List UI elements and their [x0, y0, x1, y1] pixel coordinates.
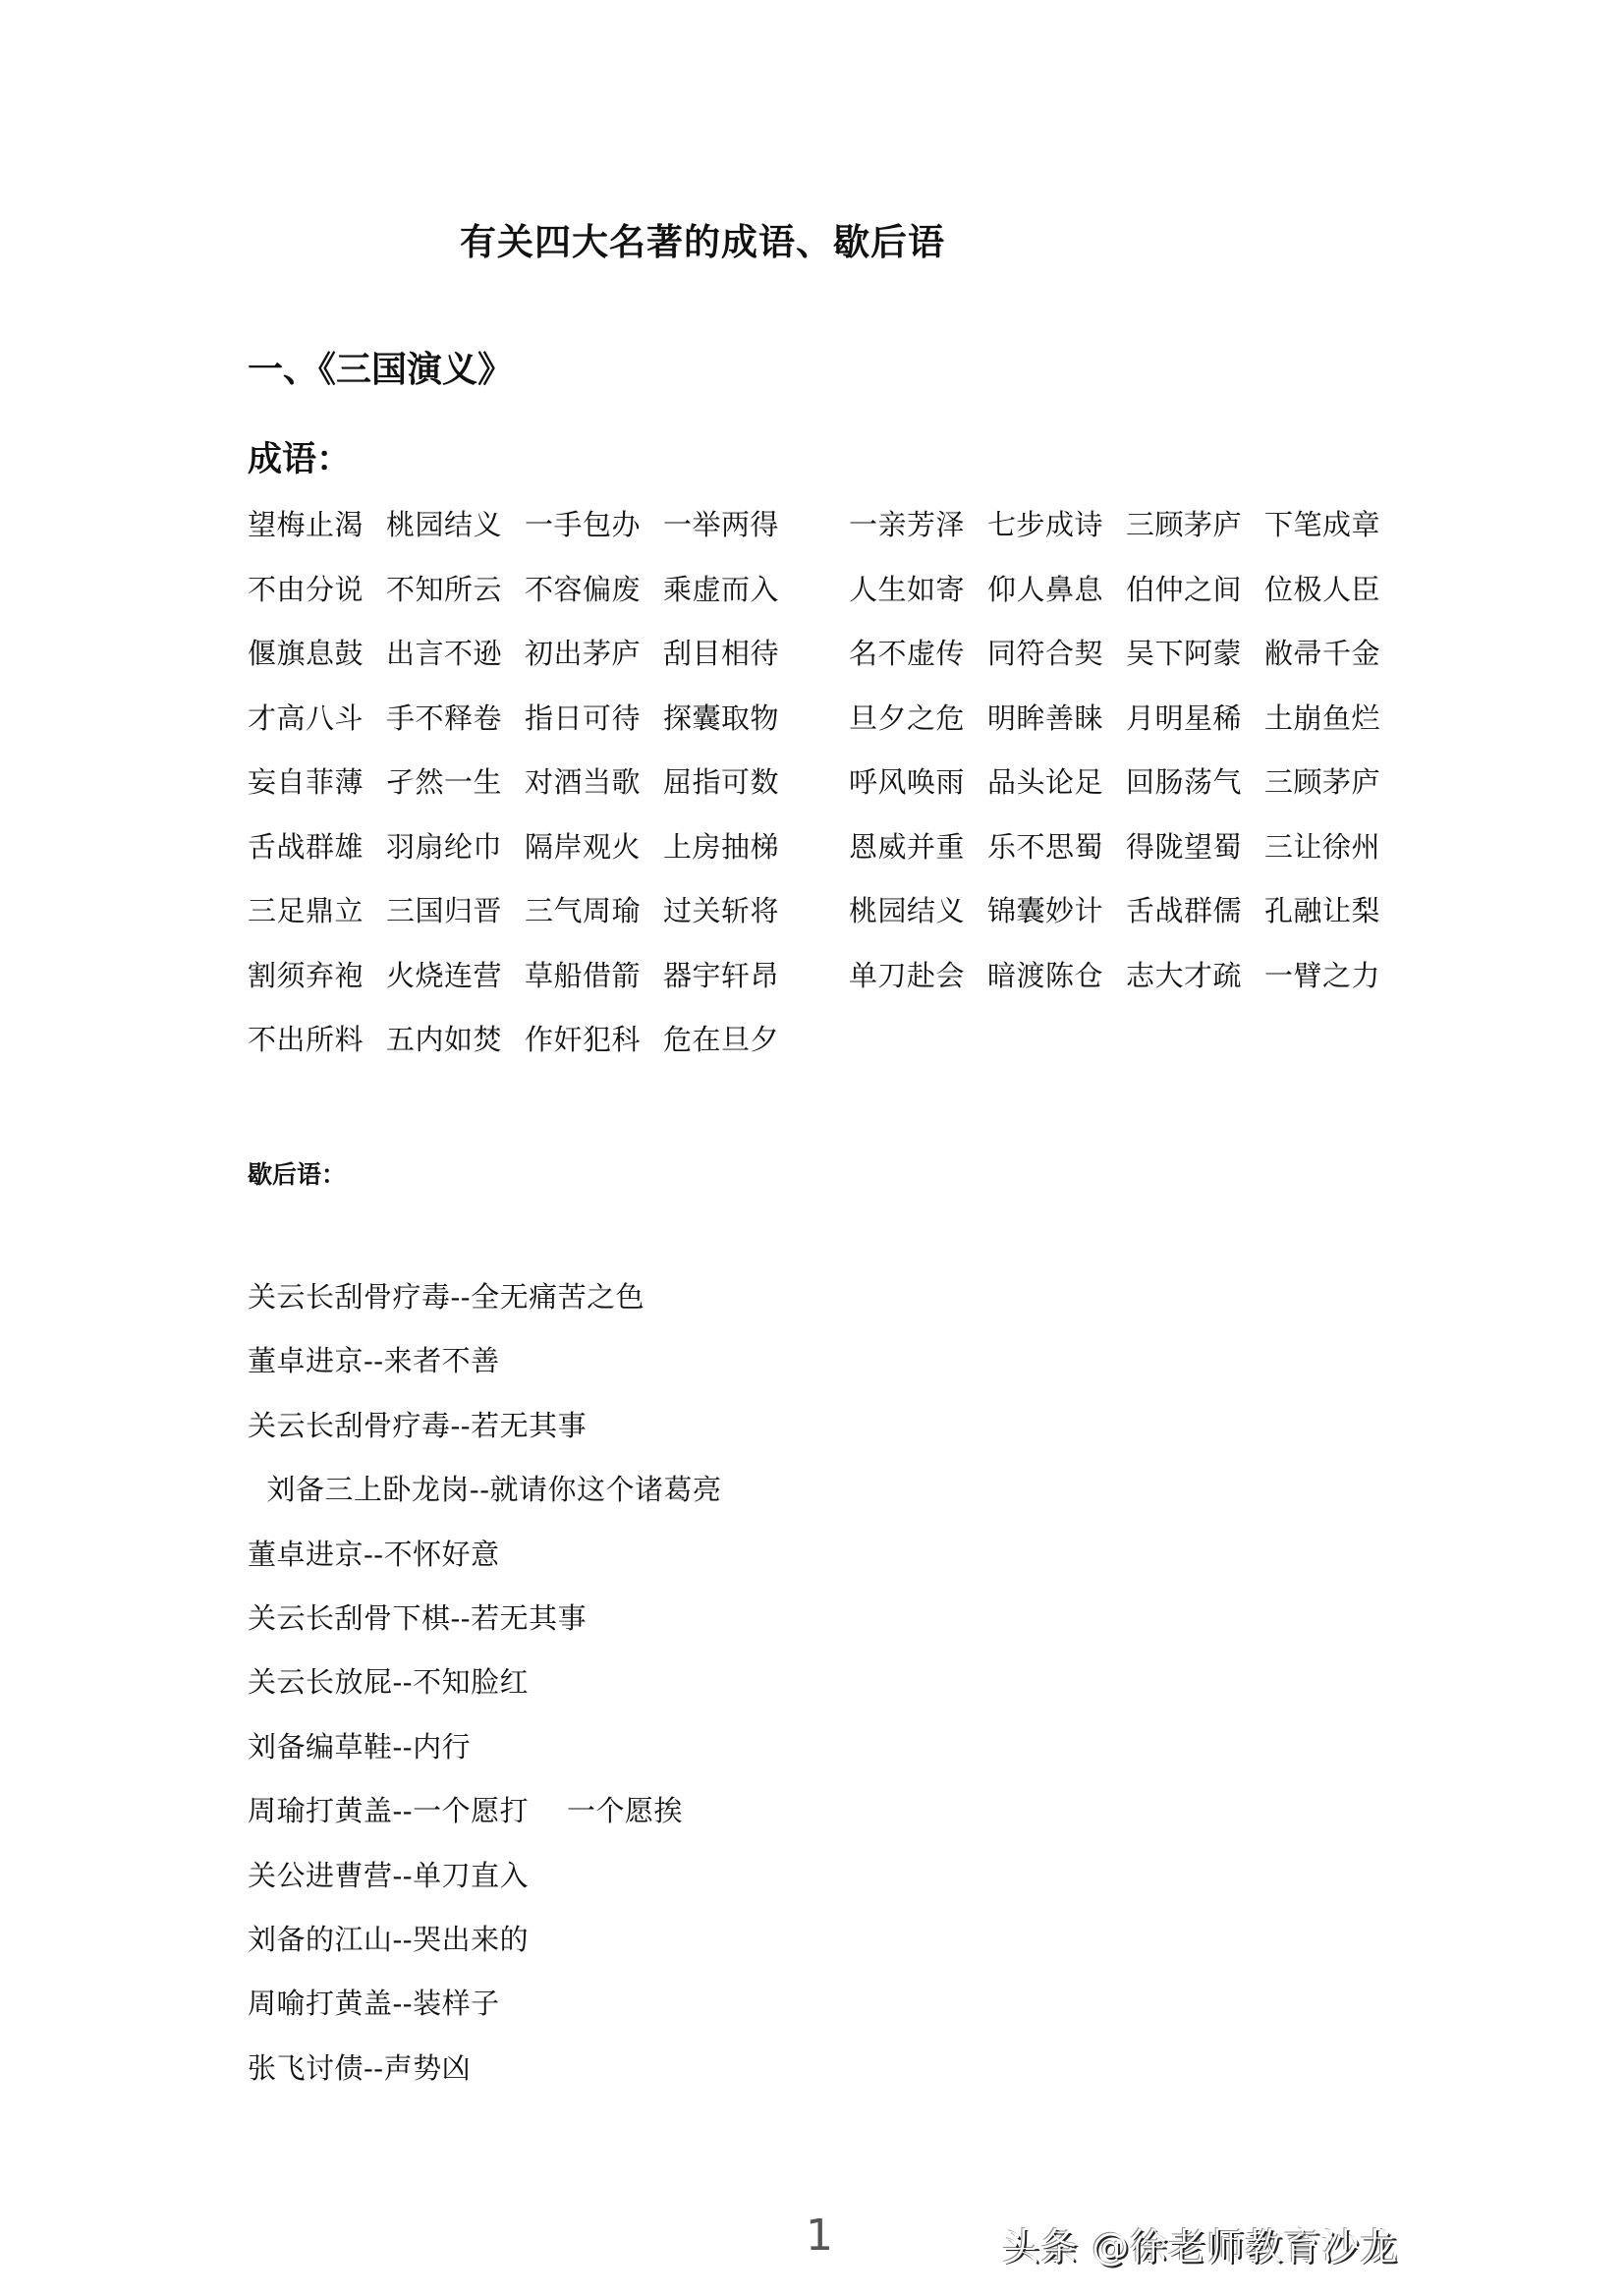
idiom-row [248, 572, 1427, 637]
idiom: 暗渡陈仓 [987, 958, 1104, 992]
idiom-group-left [248, 893, 802, 928]
idiom: 一亲芳泽 [849, 508, 966, 541]
idiom: 手不释卷 [386, 700, 503, 735]
idiom-row [248, 700, 1427, 765]
idiom-group-left [248, 764, 802, 800]
idiom: 五内如焚 [386, 1023, 503, 1056]
xiehouyu-item: 周瑜打黄盖--一个愿打 一个愿挨 [248, 1794, 683, 1828]
idiom-group-right [849, 507, 1403, 542]
idiom: 初出茅庐 [525, 637, 642, 670]
idiom: 偃旗息鼓 [248, 637, 364, 670]
idiom: 草船借箭 [525, 958, 642, 992]
idiom: 恩威并重 [849, 829, 966, 864]
idiom: 才高八斗 [248, 700, 364, 735]
idiom-group-left [248, 636, 802, 671]
idiom-row [248, 958, 1427, 1023]
idiom: 月明星稀 [1126, 700, 1243, 735]
idiom: 人生如寄 [849, 572, 966, 606]
page-number: 1 [806, 2211, 833, 2261]
idiom-group-left [248, 507, 802, 542]
idiom: 舌战群雄 [248, 829, 364, 864]
idiom: 旦夕之危 [849, 700, 966, 735]
idiom: 三气周瑜 [525, 894, 642, 927]
idiom: 妄自菲薄 [248, 765, 364, 799]
xiehouyu-item: 刘备编草鞋--内行 [248, 1729, 472, 1764]
idiom: 一举两得 [663, 508, 780, 541]
idiom: 志大才疏 [1126, 958, 1243, 992]
idiom: 桃园结义 [386, 508, 503, 541]
idiom: 一臂之力 [1264, 958, 1381, 992]
section-heading: 一、《三国演义》 [248, 350, 514, 390]
xiehouyu-item: 关公进曹营--单刀直入 [248, 1858, 530, 1892]
xiehouyu-item: 关云长刮骨下棋--若无其事 [248, 1600, 588, 1635]
idiom: 不由分说 [248, 572, 364, 606]
xiehouyu-item: 关云长放屁--不知脸红 [248, 1665, 530, 1700]
idiom: 指日可待 [525, 700, 642, 735]
xiehouyu-item: 关云长刮骨疗毒--若无其事 [248, 1408, 588, 1442]
idiom: 对酒当歌 [525, 765, 642, 799]
idiom: 羽扇纶巾 [386, 829, 503, 864]
idiom: 屈指可数 [663, 765, 780, 799]
idiom: 孔融让梨 [1264, 894, 1381, 927]
idiom: 七步成诗 [987, 508, 1104, 541]
idiom: 土崩鱼烂 [1264, 700, 1381, 735]
idiom: 探囊取物 [663, 700, 780, 735]
idiom: 回肠荡气 [1126, 765, 1243, 799]
idiom: 锦囊妙计 [987, 894, 1104, 927]
idiom-group-left [248, 572, 802, 607]
idiom: 器宇轩昂 [663, 958, 780, 992]
idiom: 吴下阿蒙 [1126, 637, 1243, 670]
idiom: 出言不逊 [386, 637, 503, 670]
idiom: 下笔成章 [1264, 508, 1381, 541]
idiom: 过关斩将 [663, 894, 780, 927]
idiom-group-right [849, 636, 1403, 671]
idiom: 位极人臣 [1264, 572, 1381, 606]
idiom: 得陇望蜀 [1126, 829, 1243, 864]
idiom-group-right [849, 572, 1403, 607]
idiom-row [248, 507, 1427, 572]
xiehouyu-item: 董卓进京--不怀好意 [248, 1537, 500, 1571]
idiom-row [248, 1022, 1427, 1087]
idiom-group-right [849, 700, 1403, 736]
idiom: 名不虚传 [849, 637, 966, 670]
xiehouyu-item: 董卓进京--来者不善 [248, 1344, 500, 1378]
page-title: 有关四大名著的成语、歇后语 [460, 221, 945, 263]
idiom: 三让徐州 [1264, 829, 1381, 864]
idiom-row [248, 893, 1427, 958]
idiom-grid [248, 507, 1427, 1087]
idiom: 不出所料 [248, 1023, 364, 1056]
idiom: 三国归晋 [386, 894, 503, 927]
idiom: 危在旦夕 [663, 1023, 780, 1056]
idiom: 桃园结义 [849, 894, 966, 927]
xiehouyu-item: 张飞讨债--声势凶 [248, 2050, 472, 2085]
idiom: 敝帚千金 [1264, 637, 1381, 670]
idioms-label: 成语： [248, 440, 352, 479]
idiom: 割须弃袍 [248, 958, 364, 992]
idiom-group-left [248, 958, 802, 993]
idiom: 三顾茅庐 [1264, 765, 1381, 799]
idiom: 舌战群儒 [1126, 894, 1243, 927]
idiom: 作奸犯科 [525, 1023, 642, 1056]
idiom: 三顾茅庐 [1126, 508, 1243, 541]
idiom: 上房抽梯 [663, 829, 780, 864]
idiom-group-left [248, 1022, 802, 1057]
idiom: 不知所云 [386, 572, 503, 606]
idiom: 乐不思蜀 [987, 829, 1104, 864]
idiom: 单刀赴会 [849, 958, 966, 992]
idiom: 隔岸观火 [525, 829, 642, 864]
xiehouyu-item: 周喻打黄盖--装样子 [248, 1987, 500, 2021]
idiom: 品头论足 [987, 765, 1104, 799]
idiom: 呼风唤雨 [849, 765, 966, 799]
idiom: 火烧连营 [386, 958, 503, 992]
idiom-row [248, 829, 1427, 894]
idiom: 望梅止渴 [248, 508, 364, 541]
idiom: 明眸善睐 [987, 700, 1104, 735]
idiom: 不容偏废 [525, 572, 642, 606]
idiom: 一手包办 [525, 508, 642, 541]
xiehouyu-label: 歇后语： [248, 1160, 347, 1189]
idiom: 伯仲之间 [1126, 572, 1243, 606]
xiehouyu-item: 关云长刮骨疗毒--全无痛苦之色 [248, 1280, 645, 1314]
xiehouyu-item: 刘备的江山--哭出来的 [248, 1922, 530, 1956]
xiehouyu-list [248, 1279, 722, 2114]
watermark: 头条 @徐老师教育沙龙 [1002, 2225, 1399, 2268]
idiom-group-left [248, 829, 802, 865]
idiom: 同符合契 [987, 637, 1104, 670]
idiom-group-right [849, 958, 1403, 993]
idiom-row [248, 764, 1427, 829]
idiom: 三足鼎立 [248, 894, 364, 927]
idiom-group-right [849, 764, 1403, 800]
idiom-group-right [849, 829, 1403, 865]
idiom-group-left [248, 700, 802, 736]
idiom: 仰人鼻息 [987, 572, 1104, 606]
idiom: 孑然一生 [386, 765, 503, 799]
idiom-row [248, 636, 1427, 700]
idiom: 乘虚而入 [663, 572, 780, 606]
idiom: 刮目相待 [663, 637, 780, 670]
xiehouyu-item: 刘备三上卧龙岗--就请你这个诸葛亮 [248, 1473, 722, 1507]
idiom-group-right [849, 893, 1403, 928]
